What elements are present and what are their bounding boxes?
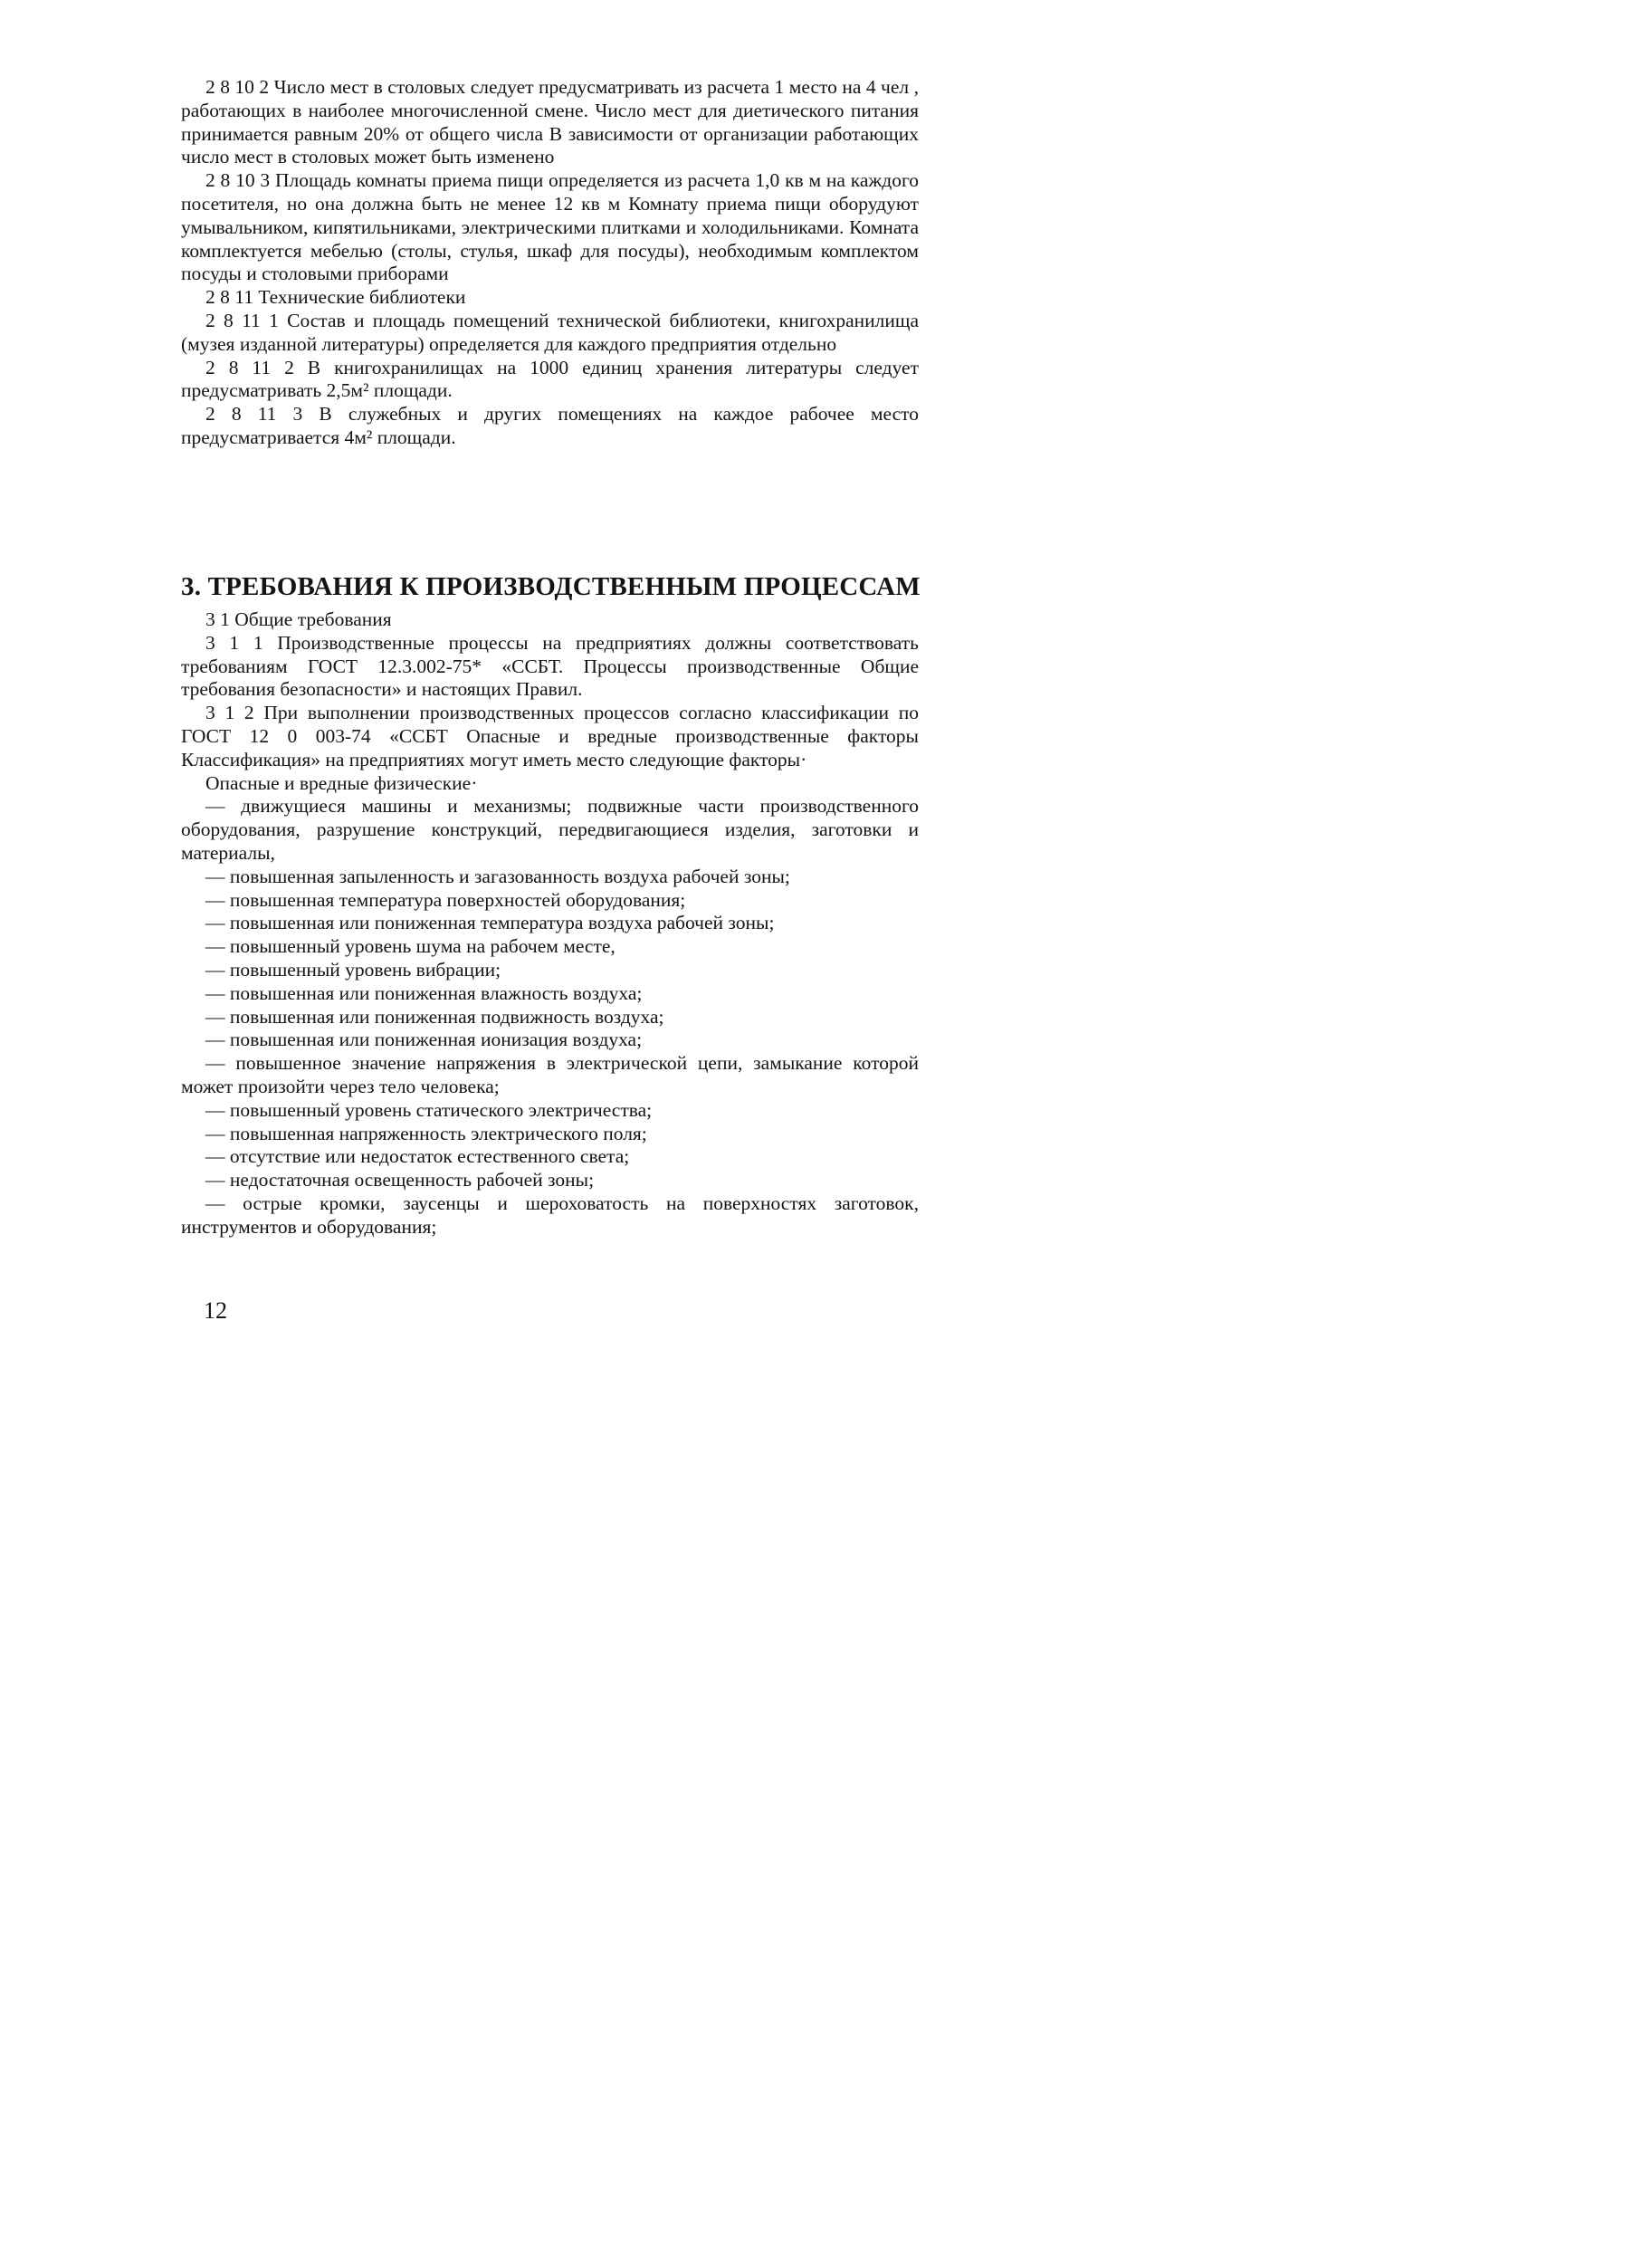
document-page [0, 0, 1027, 1429]
subheading-general-requirements: 3 1 Общие требования [205, 608, 392, 630]
paragraph-2-8-11-3: 2 8 11 3 В служебных и других помещениях на каждое рабочее место предусматривается 4м² площади. [181, 403, 919, 448]
page-number: 12 [204, 1297, 227, 1324]
paragraph-3-1-1: 3 1 1 Производственные процессы на предприятиях должны соответствовать требованиям ГОСТ 12.3.002-75* «ССБТ. Процессы производственные Общие требования безопасности» и настоящих Правил. [181, 631, 919, 701]
list-item: — повышенный уровень вибрации; [205, 958, 501, 981]
factors-list [181, 795, 919, 1239]
list-item: — повышенная или пониженная влажность воздуха; [205, 981, 643, 1004]
list-item: — отсутствие или недостаток естественного света; [205, 1145, 630, 1168]
paragraph-3-1-2: 3 1 2 При выполнении производственных процессов согласно классификации по ГОСТ 12 0 003-74 «ССБТ Опасные и вредные производственные факторы Классификация» на предприятиях могут иметь место следующие факторы· [181, 702, 919, 770]
list-item: — острые кромки, заусенцы и шероховатость на поверхностях заготовок, инструментов и оборудования; [181, 1191, 919, 1238]
list-item: — движущиеся машины и механизмы; подвижные части производственного оборудования, разрушение конструкций, передвигающиеся изделия, заготовки и материалы, [181, 795, 919, 864]
list-item: — повышенная напряженность электрического поля; [205, 1122, 647, 1144]
list-item: — повышенная запыленность и загазованность воздуха рабочей зоны; [205, 865, 790, 887]
list-item: — повышенная или пониженная подвижность воздуха; [205, 1005, 664, 1028]
section-heading: 3. ТРЕБОВАНИЯ К ПРОИЗВОДСТВЕННЫМ ПРОЦЕССАМ [181, 572, 921, 601]
list-item: — повышенный уровень шума на рабочем месте, [205, 935, 616, 958]
list-item: — повышенная или пониженная температура воздуха рабочей зоны; [205, 912, 775, 934]
list-item: — повышенный уровень статического электричества; [205, 1098, 653, 1121]
paragraph-2-8-11-2: 2 8 11 2 В книгохранилищах на 1000 единиц хранения литературы следует предусматривать 2,5м² площади. [181, 356, 919, 402]
paragraph-2-8-10-3: 2 8 10 3 Площадь комнаты приема пищи определяется из расчета 1,0 кв м на каждого посетителя, но она должна быть не менее 12 кв м Комнату приема пищи оборудуют умывальником, кипятильниками, электрическими плитками и холодильниками. Комната комплектуется мебелью (столы, стулья, шкаф для посуды), необходимым комплектом посуды и столовыми приборами [181, 169, 919, 285]
list-item: — повышенная температура поверхностей оборудования; [205, 888, 686, 911]
subheading-technical-libraries: 2 8 11 Технические библиотеки [205, 286, 466, 309]
list-item: — недостаточная освещенность рабочей зоны; [205, 1169, 595, 1191]
paragraph-2-8-11-1: 2 8 11 1 Состав и площадь помещений технической библиотеки, книгохранилища (музея изданной литературы) определяется для каждого предприятия отдельно [181, 309, 919, 355]
physical-factors-lead: Опасные и вредные физические· [205, 771, 478, 794]
top-text-block [181, 76, 919, 450]
paragraph-2-8-10-2: 2 8 10 2 Число мест в столовых следует предусматривать из расчета 1 место на 4 чел , работающих в наиболее многочисленной смене. Число мест для диетического питания принимается равным 20% от общего числа В зависимости от организации работающих число мест в столовых может быть изменено [181, 76, 919, 168]
list-item: — повышенное значение напряжения в электрической цепи, замыкание которой может произойти через тело человека; [181, 1052, 919, 1097]
list-item: — повышенная или пониженная ионизация воздуха; [205, 1029, 643, 1051]
section-text-block [181, 608, 919, 1239]
